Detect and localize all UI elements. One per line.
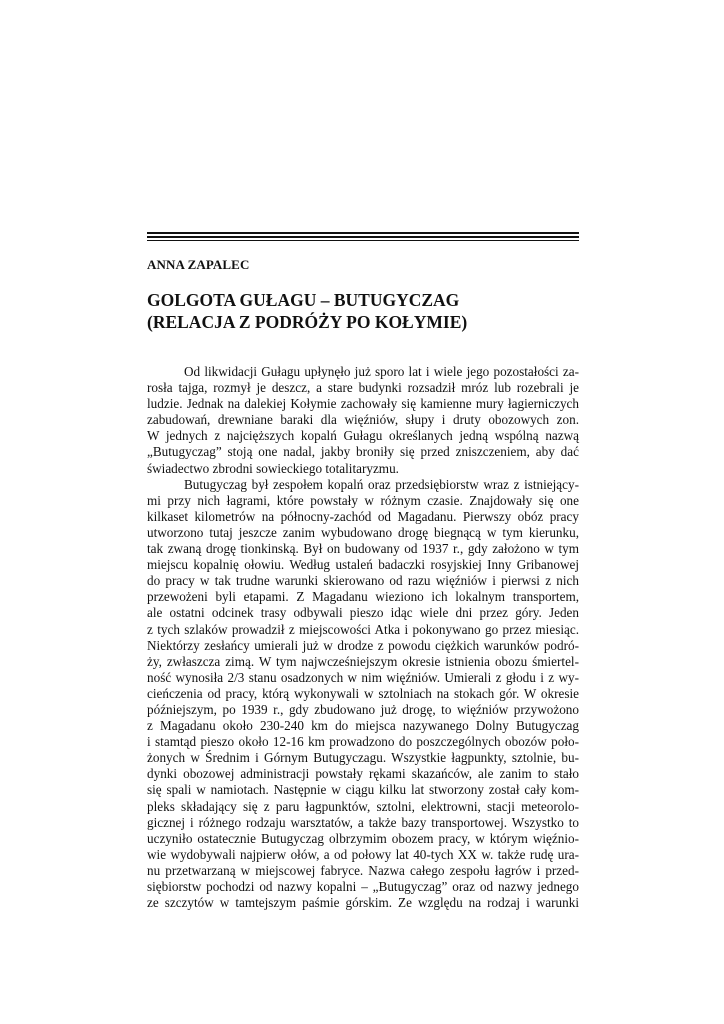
text-line: gicznej i różnego rodzaju warsztatów, a także bazy transportowej. Wszystko to <box>147 814 579 830</box>
text-line: dynki obozowej administracji powstały rękami skazańców, ale zanim to stało <box>147 766 579 782</box>
header-rules <box>147 232 579 243</box>
title-line: (RELACJA Z PODRÓŻY PO KOŁYMIE) <box>147 312 468 332</box>
text-line: zabudowań, drewniane baraki dla więźniów, słupy i druty obozowych zon. <box>147 412 579 428</box>
text-line: ale ostatni odcinek trasy odbywali pieszo idąc wiele dni przez góry. Jeden <box>147 605 579 621</box>
text-line: wie wydobywali najpierw ołów, a od połowy lat 40-tych XX w. także rudę ura- <box>147 846 579 862</box>
text-line: ży, zwłaszcza zimą. W tym najwcześniejszym okresie istnienia obozu śmiertel- <box>147 653 579 669</box>
text-line: do pracy w tak trudne warunki skierowano od razu więźniów i pierwsi z nich <box>147 573 579 589</box>
text-line: kilkaset kilometrów na północny-zachód od Magadanu. Pierwszy obóz pracy <box>147 508 579 524</box>
header-rule <box>147 232 579 234</box>
text-line: utworzono tutaj jeszcze zanim wybudowano drogę biegnącą w tym kierunku, <box>147 524 579 540</box>
article-body <box>147 364 579 911</box>
text-line: ze szczytów w tamtejszym paśmie górskim. Ze względu na rodzaj i warunki <box>147 895 579 911</box>
paragraph-2 <box>147 477 579 912</box>
text-line: uczyniło ostatecznie Butugyczag olbrzymim obozem pracy, w którym więźnio- <box>147 830 579 846</box>
text-line: Od likwidacji Gułagu upłynęło już sporo lat i wiele jego pozostałości za- <box>184 364 579 379</box>
header-rule <box>147 236 579 238</box>
text-line: ność wynosiła 2/3 stanu osadzonych w nim więźniów. Umierali z głodu i z wy- <box>147 669 579 685</box>
author-name: ANNA ZAPALEC <box>147 257 250 272</box>
title-line: GOLGOTA GUŁAGU – BUTUGYCZAG <box>147 290 460 310</box>
text-line: ludzie. Jednak na dalekiej Kołymie zachowały się kamienne mury łagierniczych <box>147 396 579 412</box>
text-line: z tych szlaków prowadził z miejscowości Atka i pokonywano go przez miesiąc. <box>147 621 579 637</box>
header-rule <box>147 240 579 241</box>
text-line: żonych w Średnim i Górnym Butugyczagu. Wszystkie łagpunkty, sztolnie, bu- <box>147 750 579 766</box>
text-line: świadectwo zbrodni sowieckiego totalitaryzmu. <box>147 460 399 476</box>
article-title <box>147 289 579 333</box>
text-line: tak zwaną drogę tionkinską. Był on budowany od 1937 r., gdy założono w tym <box>147 541 579 557</box>
text-line: cieńczenia od pracy, którą wykonywali w sztolniach na stokach gór. W okresie <box>147 685 579 701</box>
text-line: pleks składający się z paru łagpunktów, sztolni, elektrowni, stacji meteorolo- <box>147 798 579 814</box>
text-line: się spali w namiotach. Następnie w ciągu kilku lat stworzony został cały kom- <box>147 782 579 798</box>
text-line: W jednych z najcięższych kopalń Gułagu określanych jedną wspólną nazwą <box>147 428 579 444</box>
text-line: „Butugyczag” stoją one nadal, jakby broniły się przed zniszczeniem, aby dać <box>147 444 579 460</box>
text-line: Niektórzy zesłańcy umierali już w drodze z powodu ciężkich warunków podró- <box>147 637 579 653</box>
text-line: i stamtąd pieszo około 12-16 km prowadzono do poszczególnych obozów poło- <box>147 734 579 750</box>
paragraph-1 <box>147 364 579 477</box>
text-line: z Magadanu około 230-240 km do miejsca nazywanego Dolny Butugyczag <box>147 718 579 734</box>
text-line: Butugyczag był zespołem kopalń oraz przedsiębiorstw wraz z istniejący- <box>184 476 579 492</box>
text-line: nu przetwarzaną w miejscowej fabryce. Nazwa całego zespołu łagrów i przed- <box>147 862 579 878</box>
text-line: późniejszym, po 1939 r., gdy zbudowano już drogę, to więźniów przywożono <box>147 701 579 717</box>
text-line: miejscu kopalnię ołowiu. Według ustaleń badaczki rosyjskiej Inny Gribanowej <box>147 557 579 573</box>
text-line: rosła tajga, rozmył je deszcz, a stare budynki rozsadził mróz lub rozebrali je <box>147 380 579 396</box>
text-line: siębiorstw pochodzi od nazwy kopalni – „Butugyczag” oraz od nazwy jednego <box>147 879 579 894</box>
text-line: mi przy nich łagrami, które powstały w różnym czasie. Znajdowały się one <box>147 492 579 508</box>
text-line: przewożeni byli etapami. Z Magadanu wieziono ich lokalnym transportem, <box>147 589 579 605</box>
